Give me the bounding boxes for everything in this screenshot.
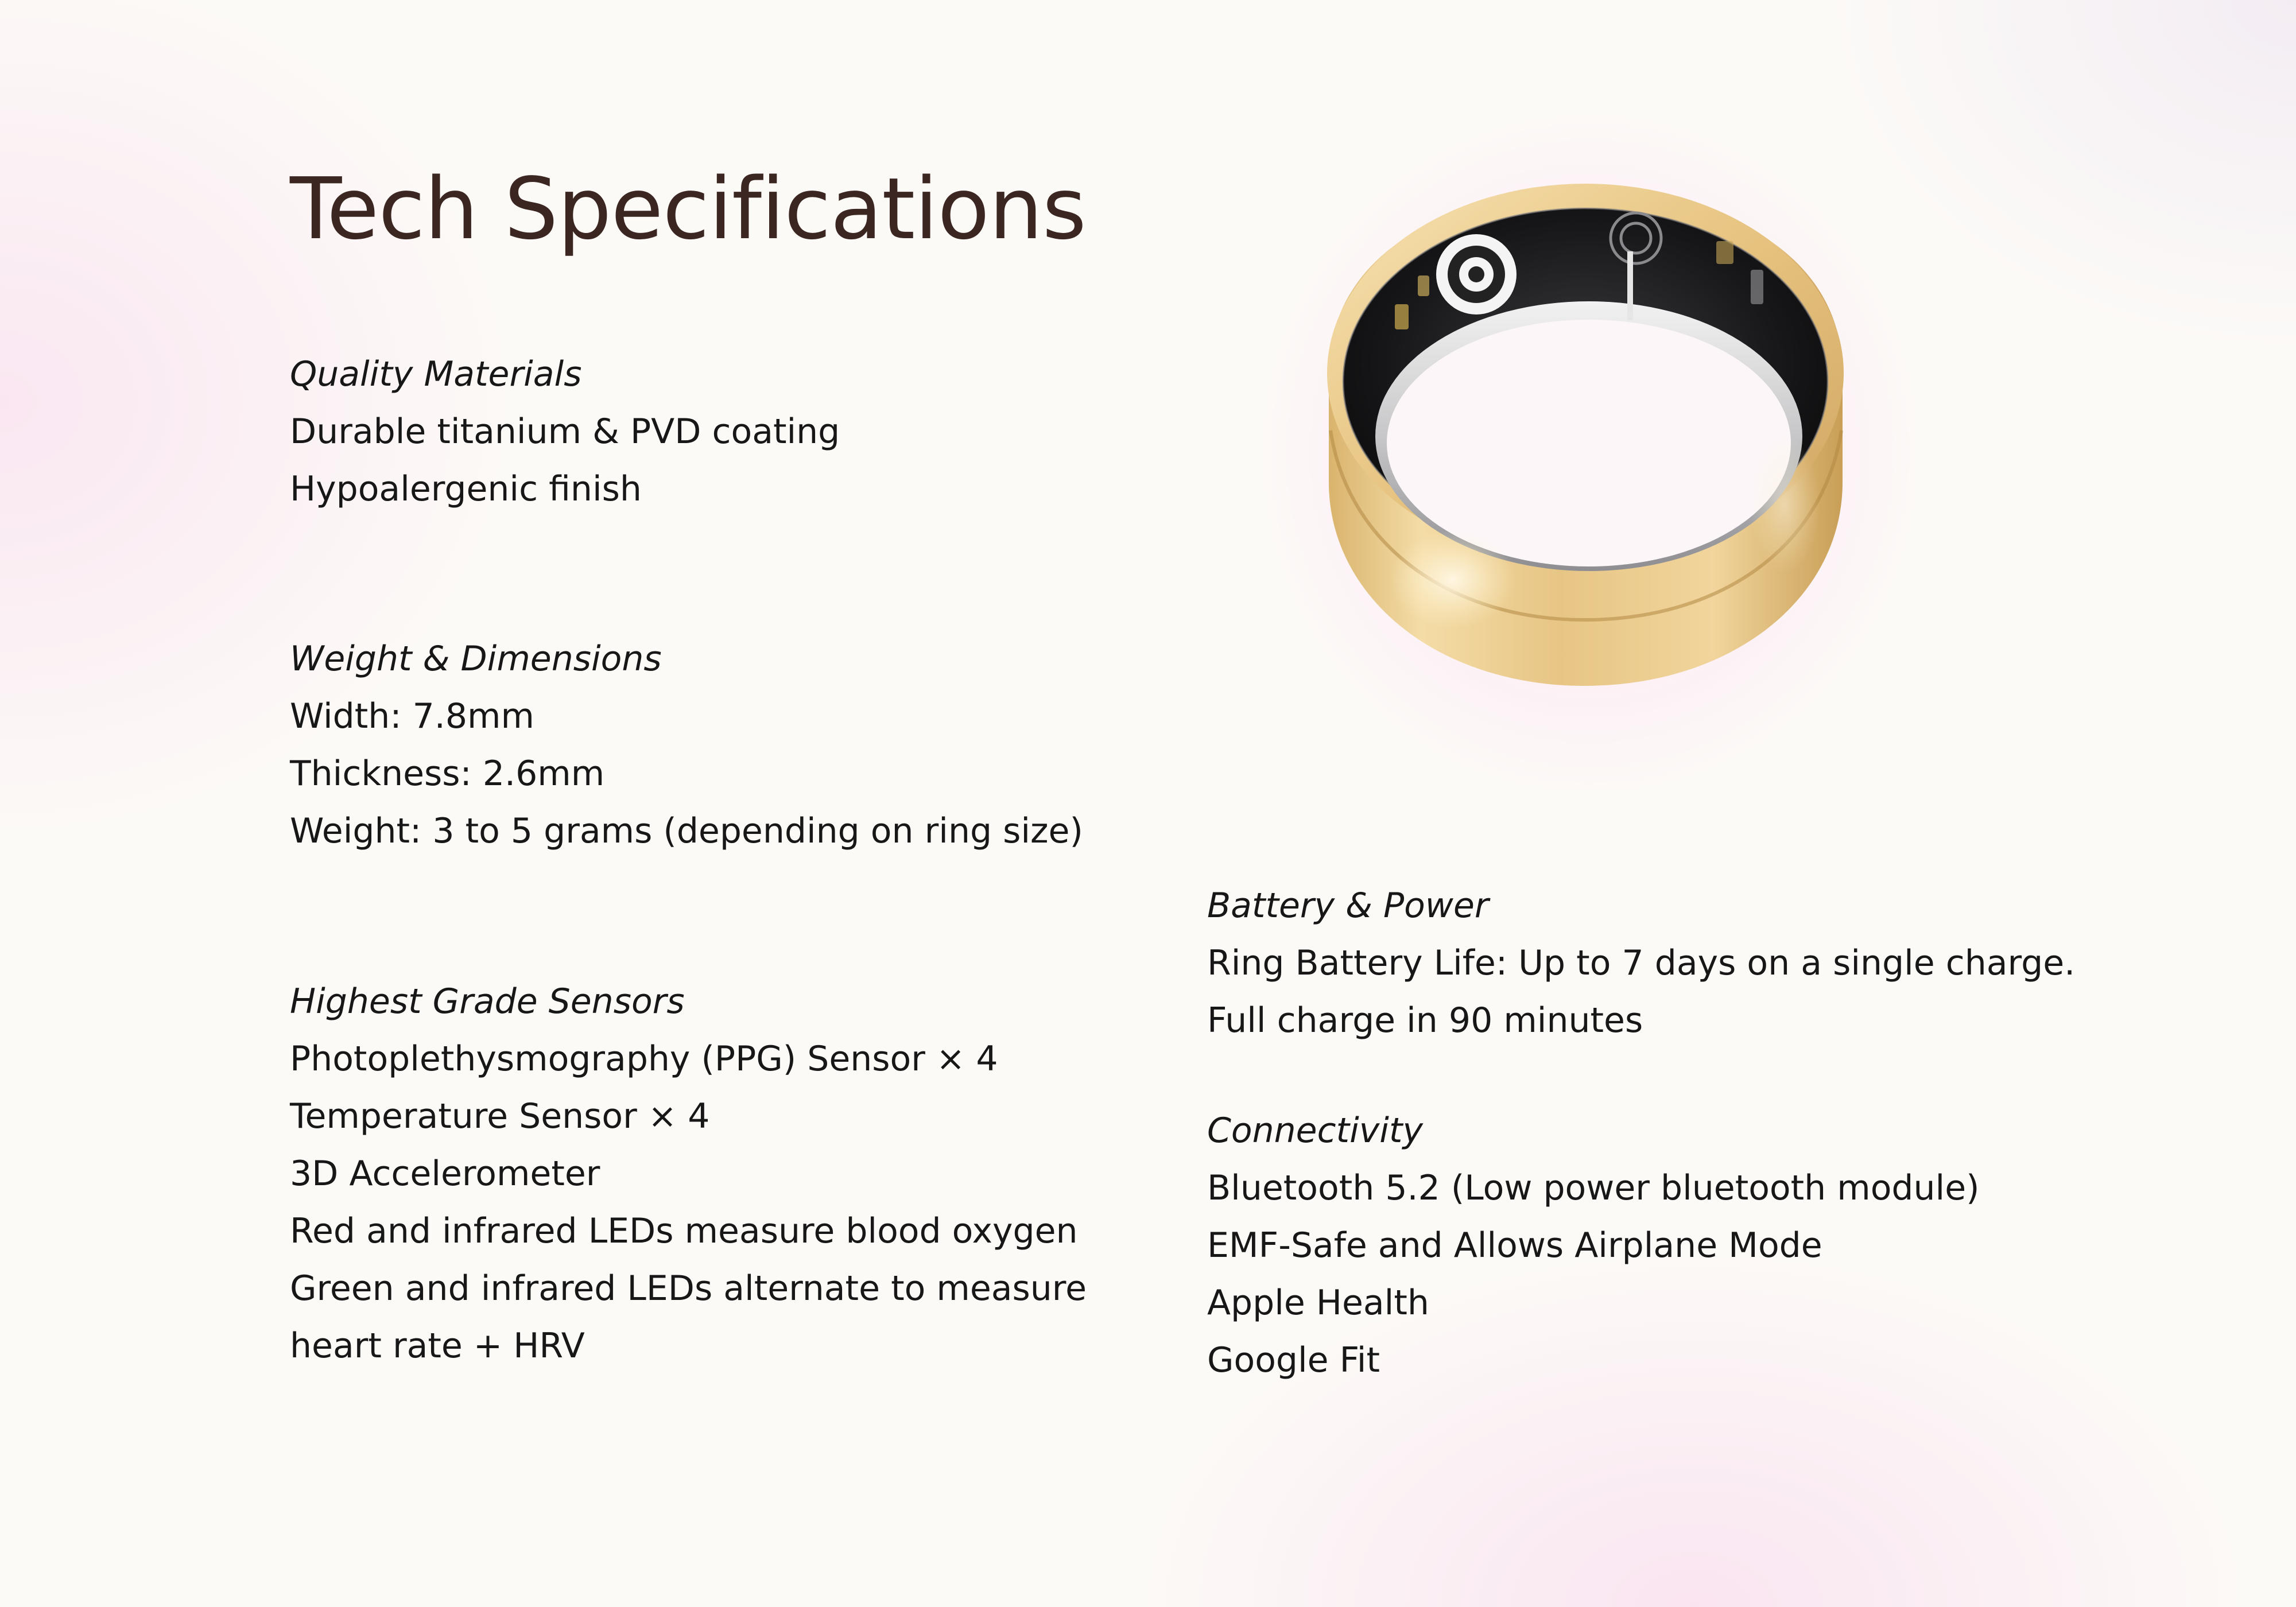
section-heading: Highest Grade Sensors <box>290 981 685 1022</box>
spec-line: Photoplethysmography (PPG) Sensor × 4 <box>290 1039 998 1079</box>
spec-line: Ring Battery Life: Up to 7 days on a single charge. <box>1207 943 2076 983</box>
page-title: Tech Specifications <box>290 160 1086 258</box>
spec-line: Green and infrared LEDs alternate to measure <box>290 1268 1087 1309</box>
spec-line: Thickness: 2.6mm <box>290 754 605 794</box>
spec-line: EMF-Safe and Allows Airplane Mode <box>1207 1225 1822 1266</box>
spec-line: Weight: 3 to 5 grams (depending on ring size) <box>290 811 1083 851</box>
spec-line: 3D Accelerometer <box>290 1154 600 1194</box>
section-heading: Weight & Dimensions <box>290 639 662 679</box>
spec-line: Hypoalergenic finish <box>290 469 642 509</box>
section-heading: Battery & Power <box>1207 886 1489 926</box>
section-heading: Connectivity <box>1207 1111 1423 1151</box>
spec-line: Bluetooth 5.2 (Low power bluetooth module) <box>1207 1168 1980 1208</box>
section-battery-power <box>1207 877 2075 1049</box>
section-weight-dimensions <box>290 630 1083 860</box>
section-connectivity <box>1207 1102 1980 1389</box>
spec-line: Apple Health <box>1207 1283 1429 1323</box>
spec-line: heart rate + HRV <box>290 1326 585 1366</box>
smart-ring-image <box>1314 184 1865 700</box>
spec-line: Width: 7.8mm <box>290 696 534 736</box>
spec-line: Durable titanium & PVD coating <box>290 412 840 452</box>
spec-line: Red and infrared LEDs measure blood oxygen <box>290 1211 1078 1251</box>
spec-line: Full charge in 90 minutes <box>1207 1000 1643 1041</box>
spec-line: Temperature Sensor × 4 <box>290 1096 710 1136</box>
spec-line: Google Fit <box>1207 1340 1380 1380</box>
section-quality-materials <box>290 346 840 518</box>
section-heading: Quality Materials <box>290 354 582 394</box>
section-sensors <box>290 973 1087 1375</box>
